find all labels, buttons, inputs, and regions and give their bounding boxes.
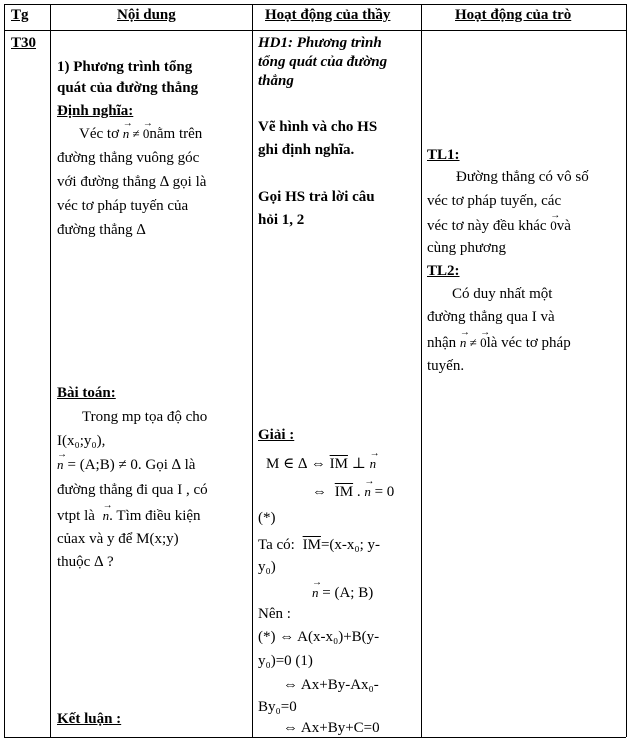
definition-line2: đường thẳng vuông góc xyxy=(57,150,200,166)
tl1-line2: véc tơ pháp tuyến, các xyxy=(427,193,562,209)
hd1-line1: HD1: Phương trình xyxy=(258,35,382,51)
perpendicular-sign: ⊥ xyxy=(347,456,370,472)
header-tg: Tg xyxy=(11,7,29,23)
definition-line3: với đường thẳng ∆ gọi là xyxy=(57,174,207,190)
header-divider xyxy=(4,30,626,31)
vector-im: $\overline{IM}$ xyxy=(334,484,354,500)
solve-line5: y₀) xyxy=(258,559,276,575)
problem-line4: đường thẳng đi qua I , có xyxy=(57,482,208,498)
zero-vector: → 0 xyxy=(143,124,150,144)
problem-line7: thuộc ∆ ? xyxy=(57,554,114,570)
solve-line12: ⇔ Ax+By+C=0 xyxy=(283,720,380,736)
table-border-right xyxy=(626,4,627,737)
tl1-line3 xyxy=(427,216,571,236)
tl1-line4: cùng phương xyxy=(427,240,506,256)
definition-label: Định nghĩa: xyxy=(57,103,134,119)
problem-label: Bài toán: xyxy=(57,385,116,401)
definition-text-tail: nằm trên xyxy=(149,126,203,142)
solve-line9: y₀)=0 (1) xyxy=(258,653,313,669)
problem-line1: Trong mp tọa độ cho xyxy=(82,409,208,425)
solve-line7: Nên : xyxy=(258,606,291,622)
tl2-line4: tuyến. xyxy=(427,358,465,374)
normal-vector-n: → n xyxy=(312,583,319,603)
content-title-line1: 1) Phương trình tổng xyxy=(57,59,193,75)
vector-im: $\overline{IM}$ xyxy=(302,537,321,553)
normal-vector-n: → n xyxy=(57,455,64,475)
solve-line2 xyxy=(312,482,394,502)
solve-label: Giải : xyxy=(258,427,295,443)
normal-vector-n: → n xyxy=(370,454,377,474)
tl1-line1: Đường thẳng có vô số xyxy=(456,169,589,185)
solve-line4 xyxy=(258,535,380,555)
conclusion-label: Kết luận : xyxy=(57,711,122,727)
normal-vector-n: → n xyxy=(103,506,110,526)
table-border-left xyxy=(4,4,5,737)
table-border-top xyxy=(4,4,626,5)
solve-text: ⇔ xyxy=(312,484,327,500)
solve-text: Ta có: xyxy=(258,537,295,553)
vector-im: $\overline{IM}$ xyxy=(329,456,348,472)
draw-line1: Vẽ hình và cho HS xyxy=(258,119,378,135)
zero-vector: → 0 xyxy=(480,333,487,353)
column-divider-2 xyxy=(252,4,253,737)
definition-text: Véc tơ xyxy=(79,126,123,142)
student-text: véc tơ này đều khác xyxy=(427,218,551,234)
tl1-label: TL1: xyxy=(427,147,460,163)
header-content: Nội dung xyxy=(117,7,176,23)
header-student: Hoạt động của trò xyxy=(455,7,572,23)
definition-line5: đường thẳng ∆ xyxy=(57,222,146,238)
student-text-tail: và xyxy=(556,218,571,234)
draw-line2: ghi định nghĩa. xyxy=(258,142,355,158)
solve-line6 xyxy=(312,583,373,603)
call-line2: hỏi 1, 2 xyxy=(258,212,305,228)
zero-vector: → 0 xyxy=(550,216,557,236)
column-divider-3 xyxy=(421,4,422,737)
solve-text: = (A; B) xyxy=(318,585,374,601)
problem-line6: củax và y để M(x;y) xyxy=(57,531,179,547)
solve-line8: (*) ⇔ A(x-x₀)+B(y- xyxy=(258,629,380,645)
student-text-tail: là véc tơ pháp xyxy=(486,335,571,351)
content-title-line2: quát của đường thẳng xyxy=(57,80,199,96)
tl2-line1: Có duy nhất một xyxy=(452,286,553,302)
problem-line5 xyxy=(57,506,201,526)
tg-value: T30 xyxy=(11,35,37,51)
normal-vector-n: → n xyxy=(123,124,130,144)
tl2-line3 xyxy=(427,333,571,353)
call-line1: Gọi HS trả lời câu xyxy=(258,189,375,205)
solve-line10: ⇔ Ax+By-Ax₀- xyxy=(283,677,379,693)
solve-line3: (*) xyxy=(258,510,276,526)
solve-line11: By₀=0 xyxy=(258,699,297,715)
problem-text: = (A;B) ≠ 0. Gọi ∆ là xyxy=(67,457,196,473)
column-divider-1 xyxy=(50,4,51,737)
solve-text: M ∈ ∆ ⇔ xyxy=(266,456,326,472)
hd1-line2: tổng quát của đường xyxy=(258,54,388,70)
student-text: nhận xyxy=(427,335,460,351)
normal-vector-n: → n xyxy=(364,482,371,502)
dot-sign: . xyxy=(353,484,365,500)
not-equal-sign: ≠ xyxy=(129,126,143,141)
tl2-label: TL2: xyxy=(427,263,460,279)
problem-line3 xyxy=(57,455,195,475)
not-equal-sign: ≠ xyxy=(466,335,481,350)
hd1-line3: thẳng xyxy=(258,73,294,89)
problem-line2: I(x₀;y₀), xyxy=(57,433,106,449)
tl2-line2: đường thẳng qua I và xyxy=(427,309,555,325)
solve-text-tail: = 0 xyxy=(370,484,395,500)
problem-text-tail: . Tìm điều kiện xyxy=(109,508,201,524)
solve-text-tail: =(x-x₀; y- xyxy=(320,537,381,553)
problem-text: vtpt là xyxy=(57,508,95,524)
definition-line4: véc tơ pháp tuyến của xyxy=(57,198,189,214)
definition-line1 xyxy=(79,124,202,144)
normal-vector-n: → n xyxy=(460,333,467,353)
solve-line1 xyxy=(266,454,376,474)
header-teacher: Hoạt động của thầy xyxy=(265,7,391,23)
